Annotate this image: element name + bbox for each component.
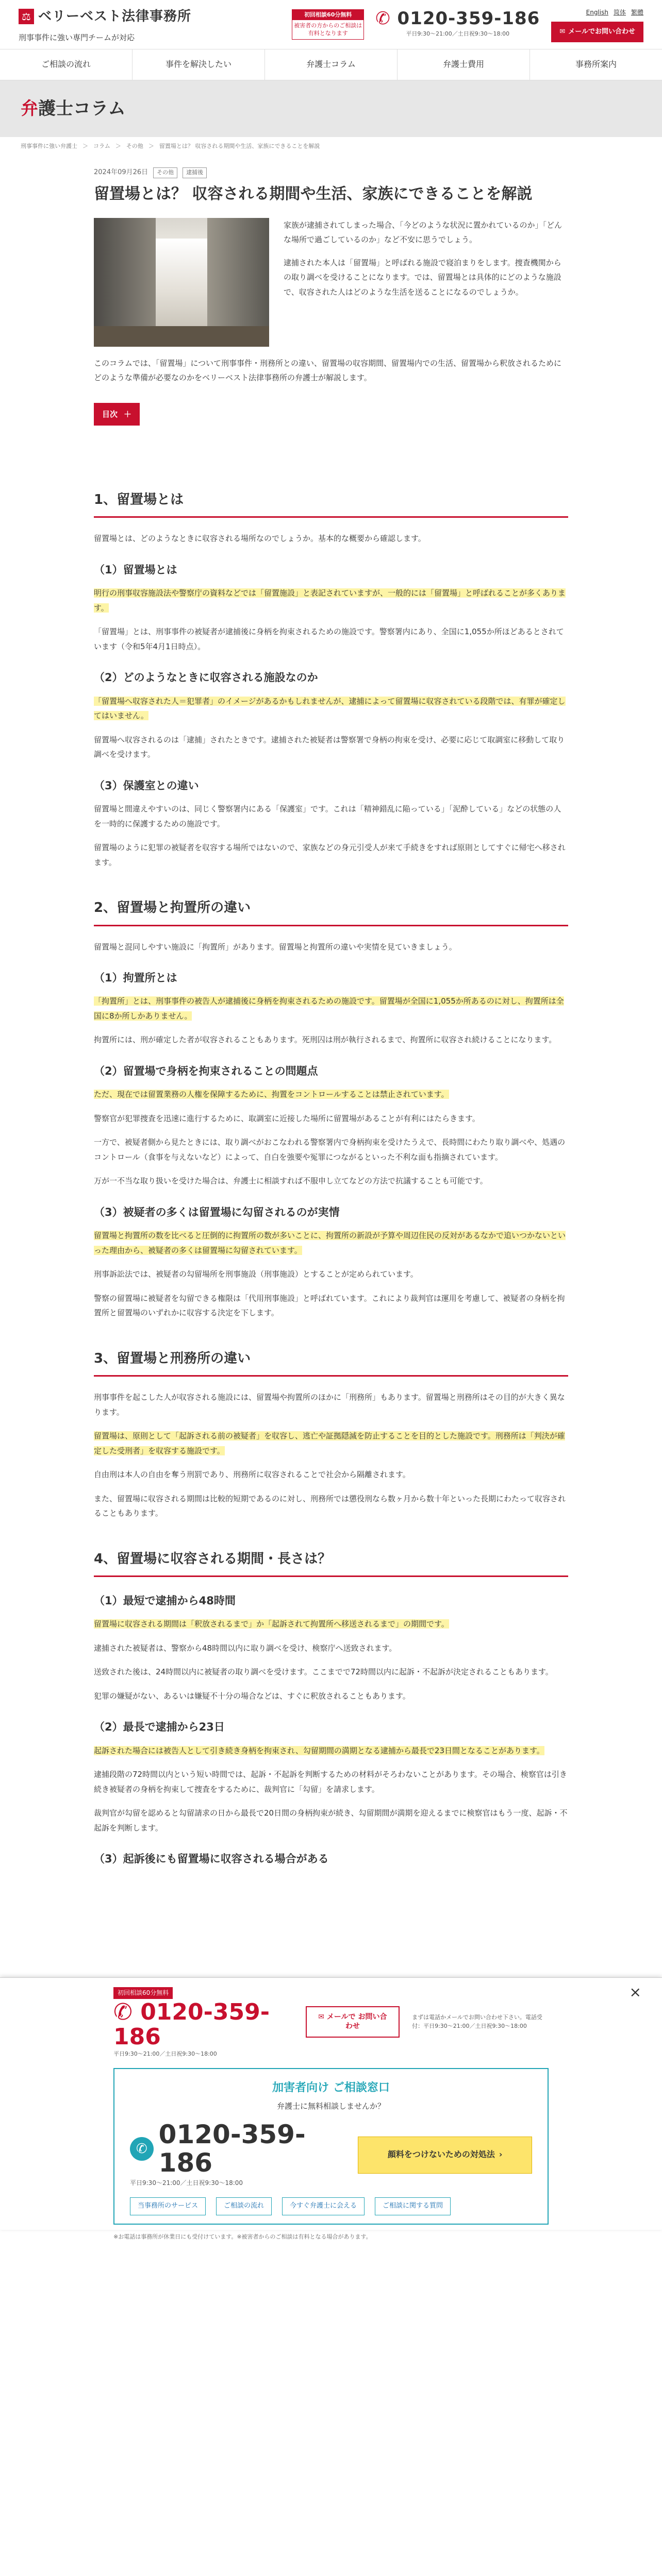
article-date: 2024年09月26日 <box>94 168 148 176</box>
float-mail-label: メールで お問い合わせ <box>326 2013 387 2031</box>
subsection-heading: （2）留置場で身柄を拘束されることの問題点 <box>94 1064 318 1077</box>
subsection-paragraph: 犯罪の嫌疑がない、あるいは嫌疑不十分の場合などは、すぐに釈放されることもあります。 <box>94 1691 410 1701</box>
article-title: 留置場とは？ 収容される期間や生活、家族にできることを解説 <box>94 184 533 203</box>
subsection-heading: （1）最短で逮捕から48時間 <box>94 1594 236 1607</box>
highlight-paragraph <box>94 694 568 723</box>
subsection-paragraph: 警察の留置場に被疑者を勾留できる権限は「代用刑事施設」と呼ばれています。これにより裁判官は運用を考慮して、被疑者の身柄を拘置所と留置場のいずれかに収容する決定を下します。 <box>94 1293 565 1318</box>
breadcrumb: 刑事事件に強い弁護士 ＞ コラム ＞ その他 ＞ 留置場とは？ 収容される期間や生活、家族にできることを解説 <box>0 137 662 156</box>
firm-name: ベリーベスト法律事務所 <box>38 8 192 24</box>
mail-icon: ✉ <box>559 27 566 36</box>
lead-paragraph: このコラムでは、「留置場」について刑事事件・刑務所との違い、留置場の収容期間、留置場内での生活、留置場から釈放されるためにどのような準備が必要なのかをベリーベスト法律事務所の弁護士が解説します。 <box>94 358 562 383</box>
language-switcher <box>586 7 643 19</box>
box-link[interactable]: 当事務所のサービス <box>130 2197 206 2215</box>
float-mail-button[interactable] <box>306 2006 400 2037</box>
highlight-paragraph <box>94 1429 568 1458</box>
header-phone-number: 0120-359-186 <box>397 8 540 29</box>
badge-bottom: 被害者の方からのご相談は有料となります <box>294 22 362 37</box>
logo-mark-icon: ⚖ <box>19 9 34 24</box>
float-badge: 初回相談60分無料 <box>113 1987 173 1999</box>
box-phone-number: 0120-359-186 <box>158 2120 306 2178</box>
lang-english[interactable]: English <box>586 8 608 16</box>
column-banner <box>0 80 662 137</box>
highlight-paragraph <box>94 1743 568 1758</box>
subsection-paragraph: 刑事訴訟法では、被疑者の勾留場所を刑事施設（刑事施設）とすることが定められています。 <box>94 1269 418 1279</box>
crumb-category[interactable]: その他 <box>126 143 143 149</box>
header-phone[interactable] <box>375 9 540 39</box>
box-link[interactable]: 今すぐ弁護士に会える <box>282 2197 365 2215</box>
subsection-paragraph: 留置場と間違えやすいのは、同じく警察署内にある「保護室」です。これは「精神錯乱に陥っている」「泥酔している」などの状態の人を一時的に保護するための施設です。 <box>94 804 561 828</box>
global-nav <box>0 49 662 80</box>
free-consult-badge <box>292 9 364 39</box>
article-sections <box>94 490 568 1867</box>
article-tag[interactable]: 逮捕後 <box>183 167 207 178</box>
nav-resolve-case[interactable]: 事件を解決したい <box>133 49 265 80</box>
phone-icon: ✆ <box>375 8 398 29</box>
box-subheading: 弁護士に無料相談しませんか？ <box>276 2101 385 2111</box>
highlight-paragraph <box>94 994 568 1023</box>
box-link[interactable]: ご相談に関する質問 <box>375 2197 451 2215</box>
box-hours: 平日9:30〜21:00／土日祝9:30〜18:00 <box>130 2179 243 2187</box>
highlight-paragraph <box>94 586 568 615</box>
box-cta-label: 顔料をつけないための対処法 <box>387 2149 495 2160</box>
article <box>94 156 568 1867</box>
consult-window-box <box>113 2068 549 2225</box>
section-heading: 3、留置場と刑務所の違い <box>94 1349 568 1377</box>
subsection-paragraph: また、留置場に収容される期間は比較的短期であるのに対し、刑務所では懲役刑なら数ヶ月から数十年といった長期にわたって収容されることもあります。 <box>94 1494 566 1518</box>
subsection-heading: （1）拘置所とは <box>94 972 177 985</box>
box-link[interactable]: ご相談の流れ <box>216 2197 272 2215</box>
section-paragraph: 留置場とは、どのようなときに収容される場所なのでしょうか。基本的な概要から確認します。 <box>94 534 426 544</box>
box-cta-button[interactable] <box>358 2137 532 2174</box>
toc-label: 目次 <box>102 409 118 419</box>
subsection-paragraph: 逮捕された被疑者は、警察から48時間以内に取り調べを受け、検察庁へ送致されます。 <box>94 1643 397 1653</box>
box-heading: 加害者向け ご相談窓口 <box>272 2081 390 2094</box>
float-phone[interactable] <box>113 1985 293 2059</box>
subsection-paragraph: 拘置所には、刑が確定した者が収容されることもあります。死刑囚は刑が執行されるまで、拘置所に収容され続けることになります。 <box>94 1035 557 1045</box>
highlighted-text: 「留置場へ収容された人＝犯罪者」のイメージがあるかもしれませんが、逮捕によって留置場に収容されている段階では、有罪が確定してはいません。 <box>94 696 566 721</box>
float-footnote: ※お電話は事務所が休業日にも受付けています。※被害者からのご相談は有料となる場合があります。 <box>113 2233 372 2240</box>
phone-icon: ✆ <box>130 2137 154 2161</box>
highlighted-text: 起訴された場合には被告人として引き続き身柄を拘束され、勾留期間の満期となる逮捕から最長で23日間となることがあります。 <box>94 1745 544 1755</box>
intro-paragraph: 家族が逮捕されてしまった場合、「今どのような状況に置かれているのか」「どんな場所で過ごしているのか」など不安に思うでしょう。 <box>284 220 562 245</box>
corridor-photo <box>94 218 269 347</box>
section-heading: 4、留置場に収容される期間・長さは？ <box>94 1550 568 1577</box>
site-header <box>0 0 662 49</box>
close-icon[interactable]: × <box>629 1984 641 2001</box>
subsection-heading: （2）最長で逮捕から23日 <box>94 1721 225 1734</box>
banner-mark: 弁 <box>21 98 38 119</box>
crumb-current: 留置場とは？ 収容される期間や生活、家族にできることを解説 <box>159 143 320 149</box>
float-phone-number: 0120-359-186 <box>113 1998 270 2050</box>
section-heading: 2、留置場と拘置所の違い <box>94 899 568 926</box>
badge-top: 初回相談60分無料 <box>292 10 363 20</box>
highlighted-text: 「拘置所」とは、刑事事件の被告人が逮捕後に身柄を拘束されるための施設です。留置場が全国に1,055か所あるのに対し、拘置所は全国に8か所しかありません。 <box>94 996 564 1021</box>
highlight-paragraph <box>94 1087 568 1102</box>
intro-paragraph: 逮捕された本人は「留置場」と呼ばれる施設で寝泊まりをします。捜査機関からの取り調べを受けることになります。では、留置場とは具体的にどのような施設で、収容された人はどのような生活を送ることになるのでしょうか。 <box>284 258 561 297</box>
crumb-column[interactable]: コラム <box>93 143 110 149</box>
mail-icon: ✉ <box>318 2013 327 2022</box>
subsection-paragraph: 留置場のように犯罪の被疑者を収容する場所ではないので、家族などの身元引受人が来て手続きをすれば原則としてすぐに帰宅へ移されます。 <box>94 843 566 867</box>
subsection-paragraph: 逮捕段階の72時間以内という短い時間では、起訴・不起訴を判断するための材料がそろわないことがあります。その場合、検察官は引き続き被疑者の身柄を拘束して捜査をするために、裁判官に「勾留」を請求します。 <box>94 1770 567 1794</box>
float-note: まずは電話かメールでお問い合わせ下さい。電話受付：平日9:30〜21:00／土日祝9:30〜18:00 <box>412 2013 542 2030</box>
subsection-paragraph: 留置場へ収容されるのは「逮捕」されたときです。逮捕された被疑者は警察署で身柄の拘束を受け、必要に応じて取調室に移動して取り調べを受けます。 <box>94 735 565 759</box>
section-heading: 1、留置場とは <box>94 490 568 518</box>
highlighted-text: 留置場と拘置所の数を比べると圧倒的に拘置所の数が多いことに、拘置所の新設が予算や周辺住民の反対があるなかで追いつかないといった理由から、被疑者の多くは留置場に勾留されています。 <box>94 1231 566 1255</box>
phone-icon: ✆ <box>113 1998 141 2025</box>
article-tag[interactable]: その他 <box>153 167 177 178</box>
chevron-right-icon: › <box>499 2149 503 2160</box>
header-phone-hours: 平日9:30〜21:00／土日祝9:30〜18:00 <box>406 30 510 37</box>
floating-contact-panel <box>0 1977 662 2240</box>
subsection-heading: （3）起訴後にも留置場に収容される場合がある <box>94 1853 329 1866</box>
firm-tagline: 刑事事件に強い専門チームが対応 <box>19 32 135 42</box>
highlight-paragraph <box>94 1228 568 1258</box>
highlighted-text: 留置場は、原則として「起訴される前の被疑者」を収容し、逃亡や証拠隠滅を防止することを目的とした施設です。刑務所は「判決が確定した受刑者」を収容する施設です。 <box>94 1431 565 1455</box>
nav-column[interactable]: 弁護士コラム <box>265 49 398 80</box>
box-phone[interactable] <box>130 2121 358 2189</box>
subsection-heading: （3）保護室との違い <box>94 779 199 792</box>
site-logo[interactable] <box>19 4 191 45</box>
section-paragraph: 刑事事件を起こした人が収容される施設には、留置場や拘置所のほかに「刑務所」もあります。留置場と刑務所はその目的が大きく異なります。 <box>94 1393 565 1417</box>
subsection-paragraph: 裁判官が勾留を認めると勾留請求の日から最長で20日間の身柄拘束が続き、勾留期間が満期を迎えるまでに検察官はもう一度、起訴・不起訴を判断します。 <box>94 1808 568 1833</box>
subsection-paragraph: 一方で、被疑者側から見たときには、取り調べがおこなわれる警察署内で身柄拘束を受けたうえで、長時間にわたり取り調べや、処遇のコントロール（食事を与えないなど）によって、自白を強要や冤罪につながるといった不利な面も指摘されています。 <box>94 1138 566 1162</box>
plus-icon: ＋ <box>124 409 132 419</box>
highlighted-text: 留置場に収容される期間は「釈放されるまで」か「起訴されて拘置所へ移送されるまで」の期間です。 <box>94 1619 449 1629</box>
nav-office[interactable]: 事務所案内 <box>575 59 617 70</box>
lang-simplified[interactable]: 简体 <box>613 8 626 16</box>
subsection-paragraph: 「留置場」とは、刑事事件の被疑者が逮捕後に身柄を拘束されるための施設です。警察署内にあり、全国に1,055か所ほどあるとされています（令和5年4月1日時点）。 <box>94 627 564 651</box>
subsection-heading: （1）留置場とは <box>94 563 177 576</box>
subsection-paragraph: 送致された後は、24時間以内に被疑者の取り調べを受けます。ここまでで72時間以内に起訴・不起訴が決定されることもあります。 <box>94 1667 553 1677</box>
subsection-heading: （2）どのようなときに収容される施設なのか <box>94 671 318 684</box>
nav-fees[interactable]: 弁護士費用 <box>398 49 530 80</box>
toc-button[interactable] <box>94 403 140 426</box>
mail-inquiry-label: メールでお問い合わせ <box>568 27 635 36</box>
float-hours: 平日9:30〜21:00／土日祝9:30〜18:00 <box>113 2050 217 2058</box>
subsection-paragraph: 警察官が犯罪捜査を迅速に進行するために、取調室に近接した場所に留置場があることが有利にはたらきます。 <box>94 1113 480 1123</box>
highlighted-text: ただ、現在では留置業務の人権を保障するために、拘置をコントロールすることは禁止されています。 <box>94 1090 449 1099</box>
highlight-paragraph <box>94 1617 568 1632</box>
section-paragraph: 留置場と混同しやすい施設に「拘置所」があります。留置場と拘置所の違いや実情を見ていきましょう。 <box>94 942 457 952</box>
subsection-paragraph: 万が一不当な取り扱いを受けた場合は、弁護士に相談すれば不服申し立てなどの方法で抗議することも可能です。 <box>94 1176 488 1186</box>
mail-inquiry-button[interactable] <box>551 22 643 43</box>
crumb-home[interactable]: 刑事事件に強い弁護士 <box>21 143 77 149</box>
banner-title: 護士コラム <box>38 98 126 119</box>
nav-consult-flow[interactable]: ご相談の流れ <box>0 49 133 80</box>
lang-traditional[interactable]: 繁體 <box>631 8 643 16</box>
subsection-paragraph: 自由刑は本人の自由を奪う刑罰であり、刑務所に収容されることで社会から隔離されます。 <box>94 1470 410 1480</box>
subsection-heading: （3）被疑者の多くは留置場に勾留されるのが実情 <box>94 1206 340 1218</box>
highlighted-text: 明行の刑事収容施設法や警察庁の資料などでは「留置施設」と表記されていますが、一般的には「留置場」と呼ばれることが多くあります。 <box>94 588 566 613</box>
